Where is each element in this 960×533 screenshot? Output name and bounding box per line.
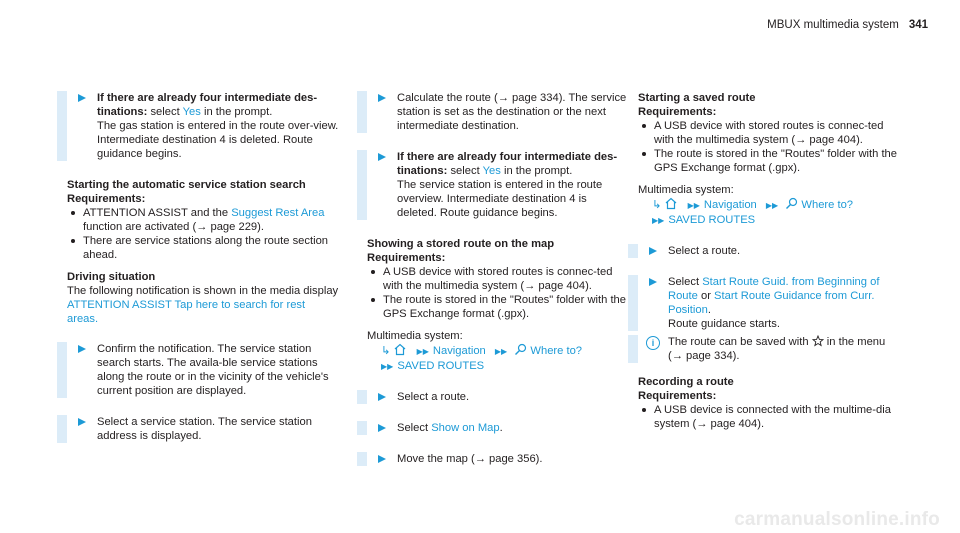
section-heading: Recording a route xyxy=(638,376,734,388)
double-chevron-icon: ▶▶ xyxy=(381,362,394,371)
path-arrow-icon: ↳ xyxy=(381,345,391,357)
step: If there are already four intermediate des-tinations: select Yes in the prompt. The service station is entered in the route overview. Intermediate destination 4 is deleted. Route guidance begins. xyxy=(367,150,629,220)
step xyxy=(638,275,900,331)
section-heading: Starting the automatic service station search xyxy=(67,179,306,191)
step-text: Select a service station. The service station address is displayed. xyxy=(97,416,312,442)
step-bar xyxy=(628,244,638,258)
step-text: Select Show on Map. xyxy=(397,422,503,434)
step xyxy=(638,244,900,258)
list-item: There are service stations along the route section ahead. xyxy=(67,234,339,262)
arrow-right-icon xyxy=(378,94,386,102)
step-result: Route guidance starts. xyxy=(668,318,780,330)
step-title: If there are already four intermediate des-tinations: xyxy=(397,151,618,177)
step xyxy=(367,452,629,466)
requirements-label: Requirements: xyxy=(638,390,717,402)
arrow-right-icon xyxy=(649,278,657,286)
search-icon xyxy=(514,343,527,356)
step-text: Select a route. xyxy=(668,245,741,257)
requirements-list xyxy=(367,265,629,321)
arrow-right-icon xyxy=(378,153,386,161)
list-item: A USB device is connected with the multime-dia system (→ page 404). xyxy=(638,403,900,431)
arrow-right-icon xyxy=(378,455,386,463)
path-arrow-icon: ↳ xyxy=(652,199,662,211)
step-text: The gas station is entered in the route over-view. Intermediate destination 4 is deleted. Route guidance begins. xyxy=(97,120,339,160)
home-icon xyxy=(393,343,407,356)
section-heading: Starting a saved route xyxy=(638,92,756,104)
step-text: Move the map (→ page 356). xyxy=(397,453,543,465)
double-chevron-icon: ▶▶ xyxy=(416,347,429,356)
arrow-right-icon xyxy=(378,424,386,432)
double-chevron-icon: ▶▶ xyxy=(494,347,508,356)
requirements-list xyxy=(638,119,900,175)
arrow-right-icon xyxy=(78,94,86,102)
step: If there are already four intermediate des-tinations: select Yes in the prompt. The gas station is entered in the route over-view. Intermediate destination 4 is deleted. Route guidance begins. xyxy=(67,91,339,161)
column-1 xyxy=(67,91,339,460)
menu-path: ↳ ▶▶ Navigation ▶▶ Where to? xyxy=(381,345,583,357)
step-bar xyxy=(357,452,367,466)
step xyxy=(367,91,629,133)
step-bar xyxy=(357,390,367,404)
info-note: i The route can be saved with in the menu (→ page 334). xyxy=(638,335,900,363)
requirements-label: Requirements: xyxy=(367,252,446,264)
home-icon xyxy=(664,197,678,210)
step xyxy=(367,421,629,435)
section-heading: Showing a stored route on the map xyxy=(367,238,555,250)
option-yes: Yes xyxy=(482,165,501,177)
step-text: The service station is entered in the route overview. Intermediate destination 4 is deleted. Route guidance begins. xyxy=(397,179,603,219)
section-title: MBUX multimedia system xyxy=(767,19,899,31)
column-3 xyxy=(638,91,900,431)
paragraph: The following notification is shown in the media display ATTENTION ASSIST Tap here to search for rest areas. xyxy=(67,285,339,325)
arrow-right-icon xyxy=(78,345,86,353)
menu-path: ▶▶ SAVED ROUTES xyxy=(381,360,485,372)
arrow-right-icon xyxy=(378,393,386,401)
multimedia-label: Multimedia system: xyxy=(367,330,463,342)
page-number: 341 xyxy=(908,19,928,31)
watermark: carmanualsonline.info xyxy=(734,509,940,530)
step-bar xyxy=(357,91,367,133)
list-item: A USB device with stored routes is connec-ted with the multimedia system (→ page 404). xyxy=(638,119,900,147)
step-bar xyxy=(57,342,67,398)
step-bar xyxy=(357,150,367,220)
list-item: ATTENTION ASSIST and the Suggest Rest Area function are activated (→ page 229). xyxy=(67,206,339,234)
requirements-list xyxy=(67,206,339,262)
page-header xyxy=(767,18,928,32)
star-icon xyxy=(812,335,824,347)
multimedia-label: Multimedia system: xyxy=(638,184,734,196)
list-item: The route is stored in the "Routes" folder with the GPS Exchange format (.gpx). xyxy=(638,147,900,175)
step xyxy=(67,415,339,443)
double-chevron-icon: ▶▶ xyxy=(687,201,700,210)
requirements-label: Requirements: xyxy=(638,106,717,118)
list-item: The route is stored in the "Routes" folder with the GPS Exchange format (.gpx). xyxy=(367,293,629,321)
step xyxy=(67,342,339,398)
info-icon: i xyxy=(646,336,660,350)
step-bar xyxy=(628,275,638,331)
step-text: Calculate the route (→ page 334). The service station is set as the destination or the next intermediate destination. xyxy=(397,92,627,132)
column-2 xyxy=(367,91,629,483)
step-text: Select Start Route Guid. from Beginning of Route or Start Route Guidance from Curr. Position. xyxy=(668,276,880,316)
double-chevron-icon: ▶▶ xyxy=(765,201,779,210)
list-item: A USB device with stored routes is connec-ted with the multimedia system (→ page 404). xyxy=(367,265,629,293)
note-bar xyxy=(628,335,638,363)
step-bar xyxy=(57,415,67,443)
step-text: Select a route. xyxy=(397,391,470,403)
option-yes: Yes xyxy=(182,106,201,118)
step-bar xyxy=(57,91,67,161)
requirements-list xyxy=(638,403,900,431)
double-chevron-icon: ▶▶ xyxy=(652,216,665,225)
step-bar xyxy=(357,421,367,435)
step xyxy=(367,390,629,404)
arrow-right-icon xyxy=(649,247,657,255)
requirements-label: Requirements: xyxy=(67,193,146,205)
search-icon xyxy=(785,197,798,210)
menu-path: ↳ ▶▶ Navigation ▶▶ Where to? xyxy=(652,199,854,211)
menu-path: ▶▶ SAVED ROUTES xyxy=(652,214,756,226)
step-title: If there are already four intermediate des-tinations: xyxy=(97,92,318,118)
step-text: Confirm the notification. The service station search starts. The availa-ble service stations along the route or in the vicinity of the vehicle's current position are displayed. xyxy=(97,343,329,397)
section-heading: Driving situation xyxy=(67,271,156,283)
arrow-right-icon xyxy=(78,418,86,426)
